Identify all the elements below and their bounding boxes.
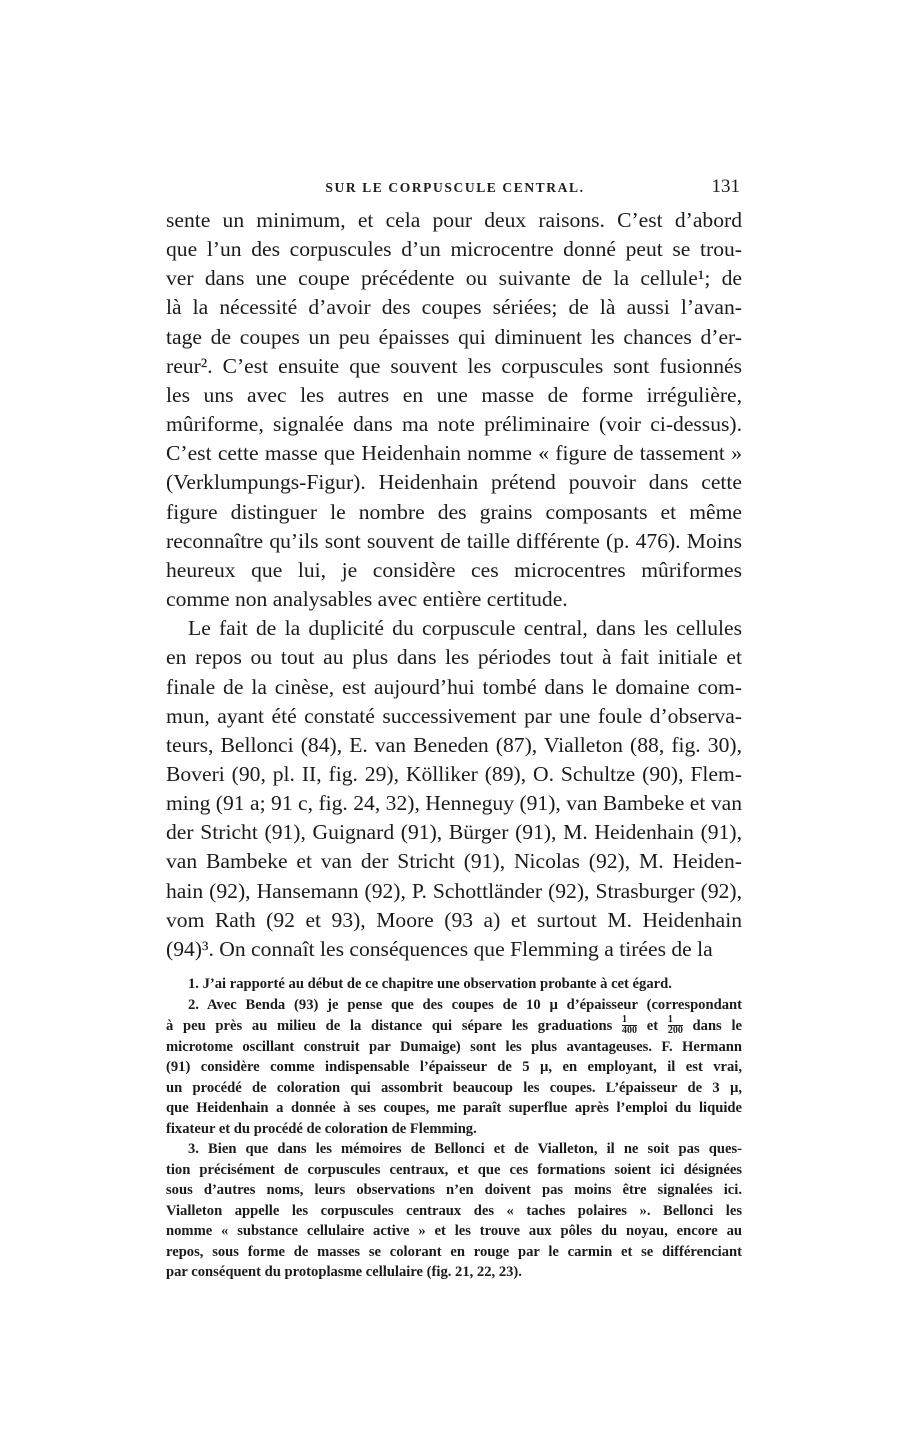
text-line: teurs, Bellonci (84), E. van Beneden (87), Vialleton (88, fig. 30),: [166, 732, 742, 757]
footnotes: [166, 974, 742, 1283]
text-line: (94)³. On connaît les conséquences que Flemming a tirées de la: [166, 936, 713, 961]
footnote-line: nomme « substance cellulaire active » et les trouve aux pôles du noyau, encore au: [166, 1223, 742, 1239]
fraction-denominator: 400: [622, 1025, 638, 1036]
footnote-1: [166, 974, 742, 995]
footnote-2: [166, 995, 742, 1140]
main-text: [166, 206, 742, 964]
text-line: mun, ayant été constaté successivement par une foule d’observa-: [166, 703, 742, 728]
footnote-line: 3. Bien que dans les mémoires de Bellonci et de Vialleton, il ne soit pas ques-: [188, 1141, 742, 1157]
footnote-line-tail: dans le: [682, 1018, 742, 1034]
footnote-line: microtome oscillant construit par Dumaige) sont les plus avantageuses. F. Hermann: [166, 1038, 742, 1055]
footnote-line-text: à peu près au milieu de la distance qui sépare les graduations: [166, 1018, 613, 1034]
text-line: là la nécessité d’avoir des coupes sériées; de là aussi l’avan-: [166, 295, 742, 320]
paragraph: [166, 206, 742, 614]
footnote-line: 2. Avec Benda (93) je pense que des coupes de 10 µ d’épaisseur (correspondant: [188, 996, 742, 1013]
footnote-line: repos, sous forme de masses se colorant en rouge par le carmin et se différenciant: [166, 1243, 742, 1260]
text-line: comme non analysables avec entière certitude.: [166, 587, 568, 612]
fraction-joiner: et: [637, 1018, 668, 1034]
text-line: Boveri (90, pl. II, fig. 29), Kölliker (89), O. Schultze (90), Flem-: [166, 761, 742, 786]
text-line: hain (92), Hansemann (92), P. Schottländer (92), Strasburger (92),: [166, 878, 742, 903]
footnote-line: sous d’autres noms, leurs observations n’en doivent pas moins être signalées ici.: [166, 1182, 742, 1198]
running-head: [168, 176, 742, 202]
text-line: que l’un des corpuscules d’un microcentre donné peut se trou-: [166, 237, 742, 262]
footnote-line: que Heidenhain a donnée à ses coupes, me paraît superflue après l’emploi du liquide: [166, 1100, 742, 1116]
footnote-line: (91) considère comme indispensable l’épaisseur de 5 µ, en employant, il est vrai,: [166, 1059, 742, 1075]
footnote-3: [166, 1139, 742, 1283]
fraction-denominator: 200: [667, 1025, 683, 1036]
page-number: 131: [711, 176, 740, 197]
text-line: mûriforme, signalée dans ma note préliminaire (voir ci-dessus).: [166, 412, 742, 437]
footnote-line: Vialleton appelle les corpuscules centraux des « taches polaires ». Bellonci les: [166, 1202, 742, 1219]
fraction-numerator: 1: [622, 1015, 637, 1026]
text-line: les uns avec les autres en une masse de forme irrégulière,: [166, 382, 742, 407]
text-line: van Bambeke et van der Stricht (91), Nicolas (92), M. Heiden-: [166, 849, 742, 874]
fraction: [668, 1015, 683, 1036]
text-line: Le fait de la duplicité du corpuscule central, dans les cellules: [188, 616, 742, 641]
footnote-line: un procédé de coloration qui assombrit beaucoup les coupes. L’épaisseur de 3 µ,: [166, 1079, 742, 1096]
paragraph: [166, 614, 742, 964]
footnote-line: par conséquent du protoplasme cellulaire (fig. 21, 22, 23).: [166, 1264, 522, 1280]
text-line: sente un minimum, et cela pour deux raisons. C’est d’abord: [166, 208, 742, 232]
text-line: reur². C’est ensuite que souvent les corpuscules sont fusionnés: [166, 353, 742, 378]
footnote-line: fixateur et du procédé de coloration de Flemming.: [166, 1120, 477, 1137]
text-line: heureux que lui, je considère ces microcentres mûriformes: [166, 557, 742, 582]
fraction-numerator: 1: [668, 1015, 683, 1026]
footnote-line: tion précisément de corpuscules centraux, et que ces formations soient ici désignées: [166, 1161, 742, 1178]
text-line: ver dans une coupe précédente ou suivante de la cellule¹; de: [166, 266, 742, 291]
footnote-line: 1. J’ai rapporté au début de ce chapitre une observation probante à cet égard.: [188, 976, 672, 992]
running-title: SUR LE CORPUSCULE CENTRAL.: [325, 180, 585, 195]
text-line: der Stricht (91), Guignard (91), Bürger (91), M. Heidenhain (91),: [166, 820, 742, 845]
text-line: en repos ou tout au plus dans les périodes tout à fait initiale et: [166, 645, 742, 670]
text-line: (Verklumpungs-Figur). Heidenhain prétend pouvoir dans cette: [166, 470, 742, 495]
text-line: tage de coupes un peu épaisses qui diminuent les chances d’er-: [166, 324, 742, 349]
fraction: [622, 1015, 637, 1036]
text-line: vom Rath (92 et 93), Moore (93 a) et surtout M. Heidenhain: [166, 907, 742, 932]
text-line: C’est cette masse que Heidenhain nomme « figure de tassement »: [166, 441, 742, 466]
text-line: figure distinguer le nombre des grains composants et même: [166, 499, 742, 524]
text-line: reconnaître qu’ils sont souvent de taille différente (p. 476). Moins: [166, 528, 742, 553]
text-line: finale de la cinèse, est aujourd’hui tombé dans le domaine com-: [166, 674, 742, 699]
footnote-line-with-fractions: [166, 1015, 742, 1037]
text-line: ming (91 a; 91 c, fig. 24, 32), Henneguy (91), van Bambeke et van: [166, 791, 742, 816]
